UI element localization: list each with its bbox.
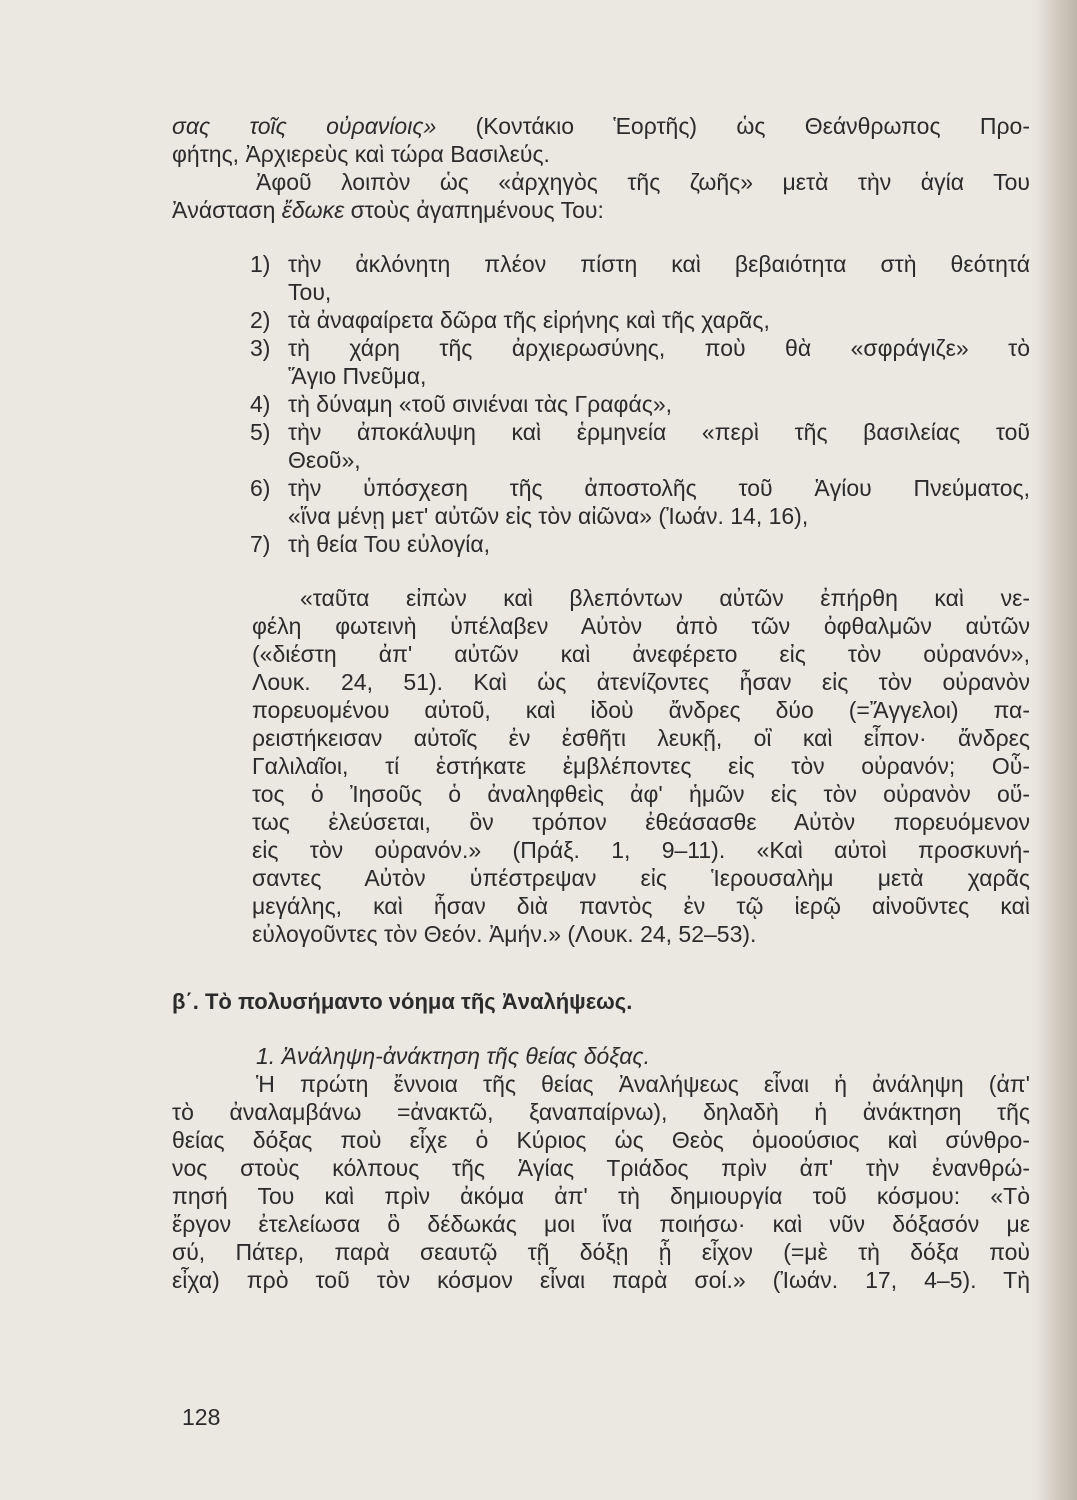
gifts-list <box>250 250 1030 558</box>
quote-line: εἰς τὸν οὐρανόν.» (Πράξ. 1, 9–11). «Καὶ αὐτοὶ προσκυνή- <box>252 837 1030 863</box>
list-item-number: 5) <box>250 419 271 445</box>
intro-text: στοὺς ἀγαπημένους Του: <box>344 197 604 223</box>
list-item <box>250 530 1030 558</box>
list-item-text: Ἅγιο Πνεῦμα, <box>288 363 427 389</box>
subsection-title: 1. Ἀνάληψη-ἀνάκτηση τῆς θείας δόξας. <box>256 1043 650 1069</box>
body-paragraph <box>172 1070 1030 1294</box>
scripture-quote <box>252 584 1030 948</box>
intro-text: Ἀφοῦ λοιπὸν ὡς «ἀρχηγὸς τῆς ζωῆς» μετὰ τὴν ἁγία Του <box>256 169 1030 195</box>
intro-text: (Κοντάκιο Ἑορτῆς) ὡς Θεάνθρωπος Προ- <box>436 113 1030 139</box>
text-block <box>172 112 1030 1294</box>
quote-line: μεγάλης, καὶ ἦσαν διὰ παντὸς ἐν τῷ ἱερῷ αἰνοῦντες καὶ <box>252 893 1030 919</box>
list-item-number: 3) <box>250 335 271 361</box>
list-item-text: τὴ δύναμη «τοῦ σινιέναι τὰς Γραφάς», <box>288 391 673 417</box>
list-item-text: Θεοῦ», <box>288 447 361 473</box>
body-line: ἔργον ἐτελείωσα ὃ δέδωκάς μοι ἵνα ποιήσω· καὶ νῦν δόξασόν με <box>172 1211 1030 1237</box>
list-item-number: 1) <box>250 251 271 277</box>
list-item-text: τὴ χάρη τῆς ἀρχιερωσύνης, ποὺ θὰ «σφράγιζε» τὸ <box>288 335 1030 361</box>
quote-line: Λουκ. 24, 51). Καὶ ὡς ἀτενίζοντες ἦσαν εἰς τὸν οὐρανὸν <box>252 669 1030 695</box>
body-line: σύ, Πάτερ, παρὰ σεαυτῷ τῇ δόξῃ ᾗ εἶχον (=μὲ τὴ δόξα ποὺ <box>172 1239 1030 1265</box>
list-item-text: «ἵνα μένῃ μετ' αὐτῶν εἰς τὸν αἰῶνα» (Ἰωάν. 14, 16), <box>288 503 809 529</box>
list-item-text: τὴν ἀκλόνητη πλέον πίστη καὶ βεβαιότητα στὴ θεότητά <box>288 251 1030 277</box>
body-line: νος στοὺς κόλπους τῆς Ἁγίας Τριάδος πρὶν ἀπ' τὴν ἐνανθρώ- <box>172 1155 1030 1181</box>
section-heading: β΄. Τὸ πολυσήμαντο νόημα τῆς Ἀναλήψεως. <box>172 989 633 1014</box>
intro-line <box>172 196 1030 224</box>
intro-text: φήτης, Ἀρχιερεὺς καὶ τώρα Βασιλεύς. <box>172 141 550 167</box>
list-item <box>250 334 1030 390</box>
quote-line: Γαλιλαῖοι, τί ἑστήκατε ἐμβλέποντες εἰς τὸν οὐρανόν; Οὗ- <box>252 753 1030 779</box>
list-item <box>250 418 1030 474</box>
intro-line <box>172 168 1030 196</box>
quote-line: τως ἐλεύσεται, ὃν τρόπον ἐθεάσασθε Αὐτὸν πορευόμενον <box>252 809 1030 835</box>
quote-line: σαντες Αὐτὸν ὑπέστρεψαν εἰς Ἱερουσαλὴμ μετὰ χαρᾶς <box>252 865 1030 891</box>
intro-line <box>172 112 1030 140</box>
intro-italic-text: σας τοῖς οὐρανίοις» <box>172 113 437 139</box>
quote-line: φέλη φωτεινὴ ὑπέλαβεν Αὐτὸν ἀπὸ τῶν ὀφθαλμῶν αὐτῶν <box>252 613 1030 639</box>
list-item-number: 6) <box>250 475 271 501</box>
body-line: τὸ ἀναλαμβάνω =ἀνακτῶ, ξαναπαίρνω), δηλαδὴ ἡ ἀνάκτηση τῆς <box>172 1099 1030 1125</box>
quote-line: εὐλογοῦντες τὸν Θεόν. Ἀμήν.» (Λουκ. 24, 52–53). <box>252 921 757 947</box>
page-number: 128 <box>182 1404 221 1430</box>
intro-text: Ἀνάσταση <box>172 197 282 223</box>
quote-line: τος ὁ Ἰησοῦς ὁ ἀναληφθεὶς ἀφ' ἡμῶν εἰς τὸν οὐρανὸν οὕ- <box>252 781 1030 807</box>
page-edge-shadow <box>1035 0 1077 1500</box>
body-line: εἶχα) πρὸ τοῦ τὸν κόσμον εἶναι παρὰ σοί.» (Ἰωάν. 17, 4–5). Τὴ <box>172 1267 1030 1293</box>
body-line: πησή Του καὶ πρὶν ἀκόμα ἀπ' τὴ δημιουργία τοῦ κόσμου: «Τὸ <box>172 1183 1030 1209</box>
intro-paragraph <box>172 112 1030 224</box>
quote-line: («διέστη ἀπ' αὐτῶν καὶ ἀνεφέρετο εἰς τὸν οὐρανόν», <box>252 641 1030 667</box>
list-item-text: τὰ ἀναφαίρετα δῶρα τῆς εἰρήνης καὶ τῆς χαρᾶς, <box>288 307 770 333</box>
list-item-text: Του, <box>288 279 332 305</box>
list-item <box>250 474 1030 530</box>
list-item <box>250 250 1030 306</box>
quote-line: ρειστήκεισαν αὐτοῖς ἐν ἐσθῆτι λευκῇ, οἳ καὶ εἶπον· ἄνδρες <box>252 725 1030 751</box>
list-item-number: 4) <box>250 391 271 417</box>
quote-line: πορευομένου αὐτοῦ, καὶ ἰδοὺ ἄνδρες δύο (=Ἄγγελοι) πα- <box>252 697 1030 723</box>
intro-italic-text: ἔδωκε <box>281 197 345 223</box>
list-item-text: τὴν ἀποκάλυψη καὶ ἑρμηνεία «περὶ τῆς βασιλείας τοῦ <box>288 419 1030 445</box>
list-item <box>250 306 1030 334</box>
intro-line <box>172 140 1030 168</box>
list-item-text: τὴν ὑπόσχεση τῆς ἀποστολῆς τοῦ Ἁγίου Πνεύματος, <box>288 475 1030 501</box>
quote-line: «ταῦτα εἰπὼν καὶ βλεπόντων αὐτῶν ἐπήρθη καὶ νε- <box>300 585 1030 611</box>
body-line: θείας δόξας ποὺ εἶχε ὁ Κύριος ὡς Θεὸς ὁμοούσιος καὶ σύνθρο- <box>172 1127 1030 1153</box>
list-item-number: 2) <box>250 307 271 333</box>
list-item <box>250 390 1030 418</box>
body-line: Ἡ πρώτη ἔννοια τῆς θείας Ἀναλήψεως εἶναι ἡ ἀνάληψη (ἀπ' <box>256 1071 1030 1097</box>
list-item-number: 7) <box>250 531 271 557</box>
list-item-text: τὴ θεία Του εὐλογία, <box>288 531 491 557</box>
